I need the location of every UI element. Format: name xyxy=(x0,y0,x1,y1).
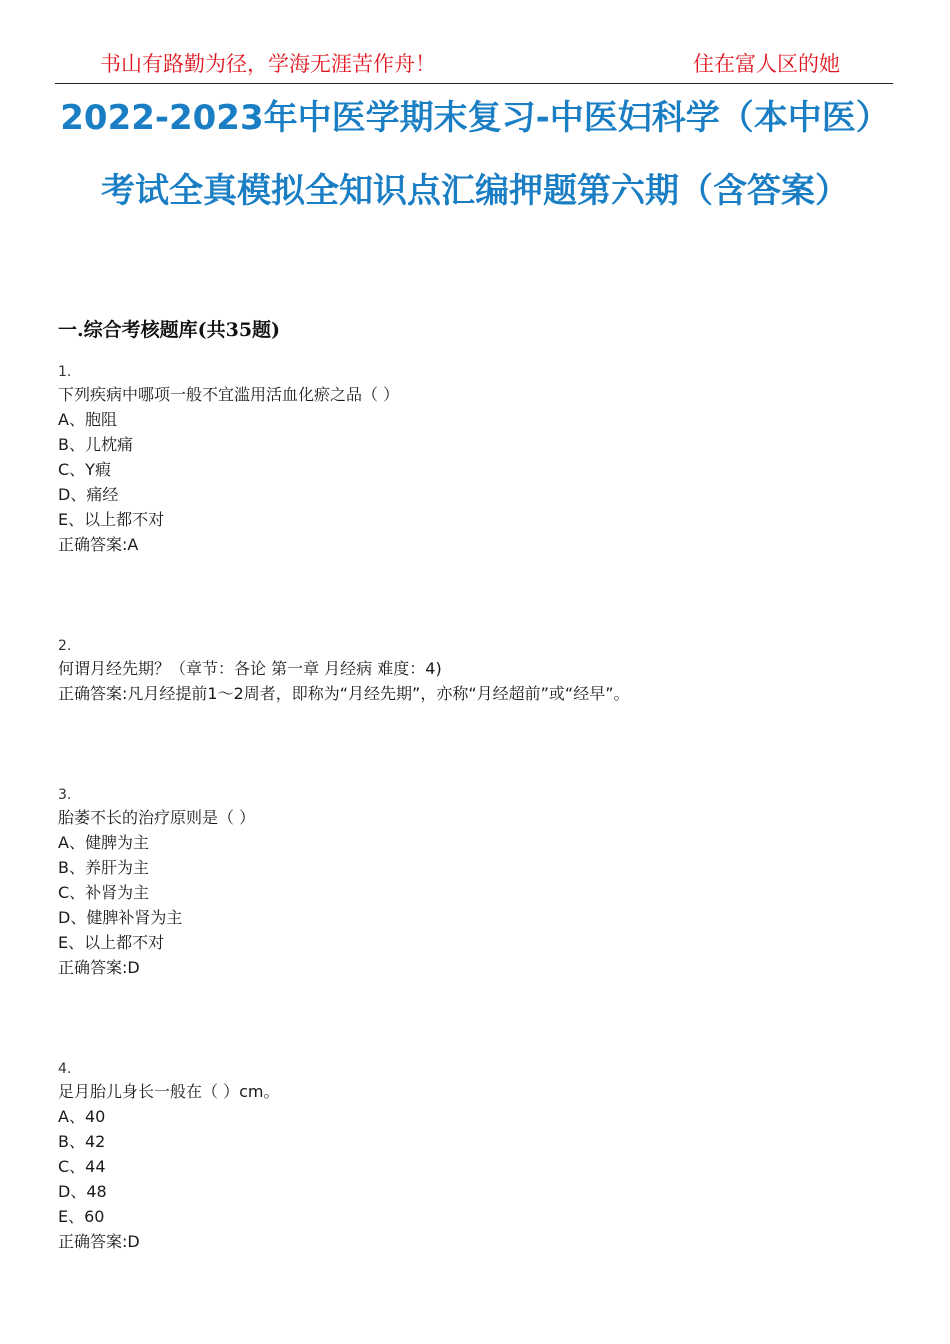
question-item xyxy=(58,785,898,980)
question-stem: 足月胎儿身长一般在（ ）cm。 xyxy=(58,1082,280,1101)
answer: 正确答案:A xyxy=(58,535,139,554)
question-number: 1. xyxy=(58,364,72,380)
option-e: E、60 xyxy=(58,1207,105,1226)
option-c: C、Y瘕 xyxy=(58,460,111,479)
answer: 正确答案:凡月经提前1～2周者，即称为“月经先期”，亦称“月经超前”或“经早”。 xyxy=(58,684,630,703)
answer: 正确答案:D xyxy=(58,1232,140,1251)
option-a: A、胞阻 xyxy=(58,410,117,429)
option-e: E、以上都不对 xyxy=(58,510,165,529)
option-a: A、健脾为主 xyxy=(58,833,149,852)
question-stem: 胎萎不长的治疗原则是（ ） xyxy=(58,808,256,827)
option-d: D、健脾补肾为主 xyxy=(58,908,183,927)
option-b: B、儿枕痛 xyxy=(58,435,133,454)
option-b: B、42 xyxy=(58,1132,106,1151)
option-b: B、养肝为主 xyxy=(58,858,149,877)
question-number: 2. xyxy=(58,638,72,654)
section-heading: 一.综合考核题库(共35题) xyxy=(58,319,281,341)
question-number: 3. xyxy=(58,787,72,803)
option-e: E、以上都不对 xyxy=(58,933,165,952)
header-motto: 书山有路勤为径，学海无涯苦作舟！ xyxy=(100,52,436,76)
question-item xyxy=(58,362,898,557)
question-stem: 何谓月经先期？（章节：各论 第一章 月经病 难度：4) xyxy=(58,659,442,678)
option-d: D、痛经 xyxy=(58,485,119,504)
question-stem: 下列疾病中哪项一般不宜滥用活血化瘀之品（ ） xyxy=(58,385,400,404)
question-number: 4. xyxy=(58,1061,72,1077)
option-a: A、40 xyxy=(58,1107,106,1126)
header-author: 住在富人区的她 xyxy=(693,52,840,76)
answer: 正确答案:D xyxy=(58,958,140,977)
question-item xyxy=(58,1059,898,1254)
question-item xyxy=(58,636,898,706)
option-c: C、补肾为主 xyxy=(58,883,150,902)
option-d: D、48 xyxy=(58,1182,107,1201)
option-c: C、44 xyxy=(58,1157,106,1176)
document-title: 2022-2023年中医学期末复习-中医妇科学（本中医）考试全真模拟全知识点汇编押题第六期（含答案） xyxy=(60,98,890,211)
